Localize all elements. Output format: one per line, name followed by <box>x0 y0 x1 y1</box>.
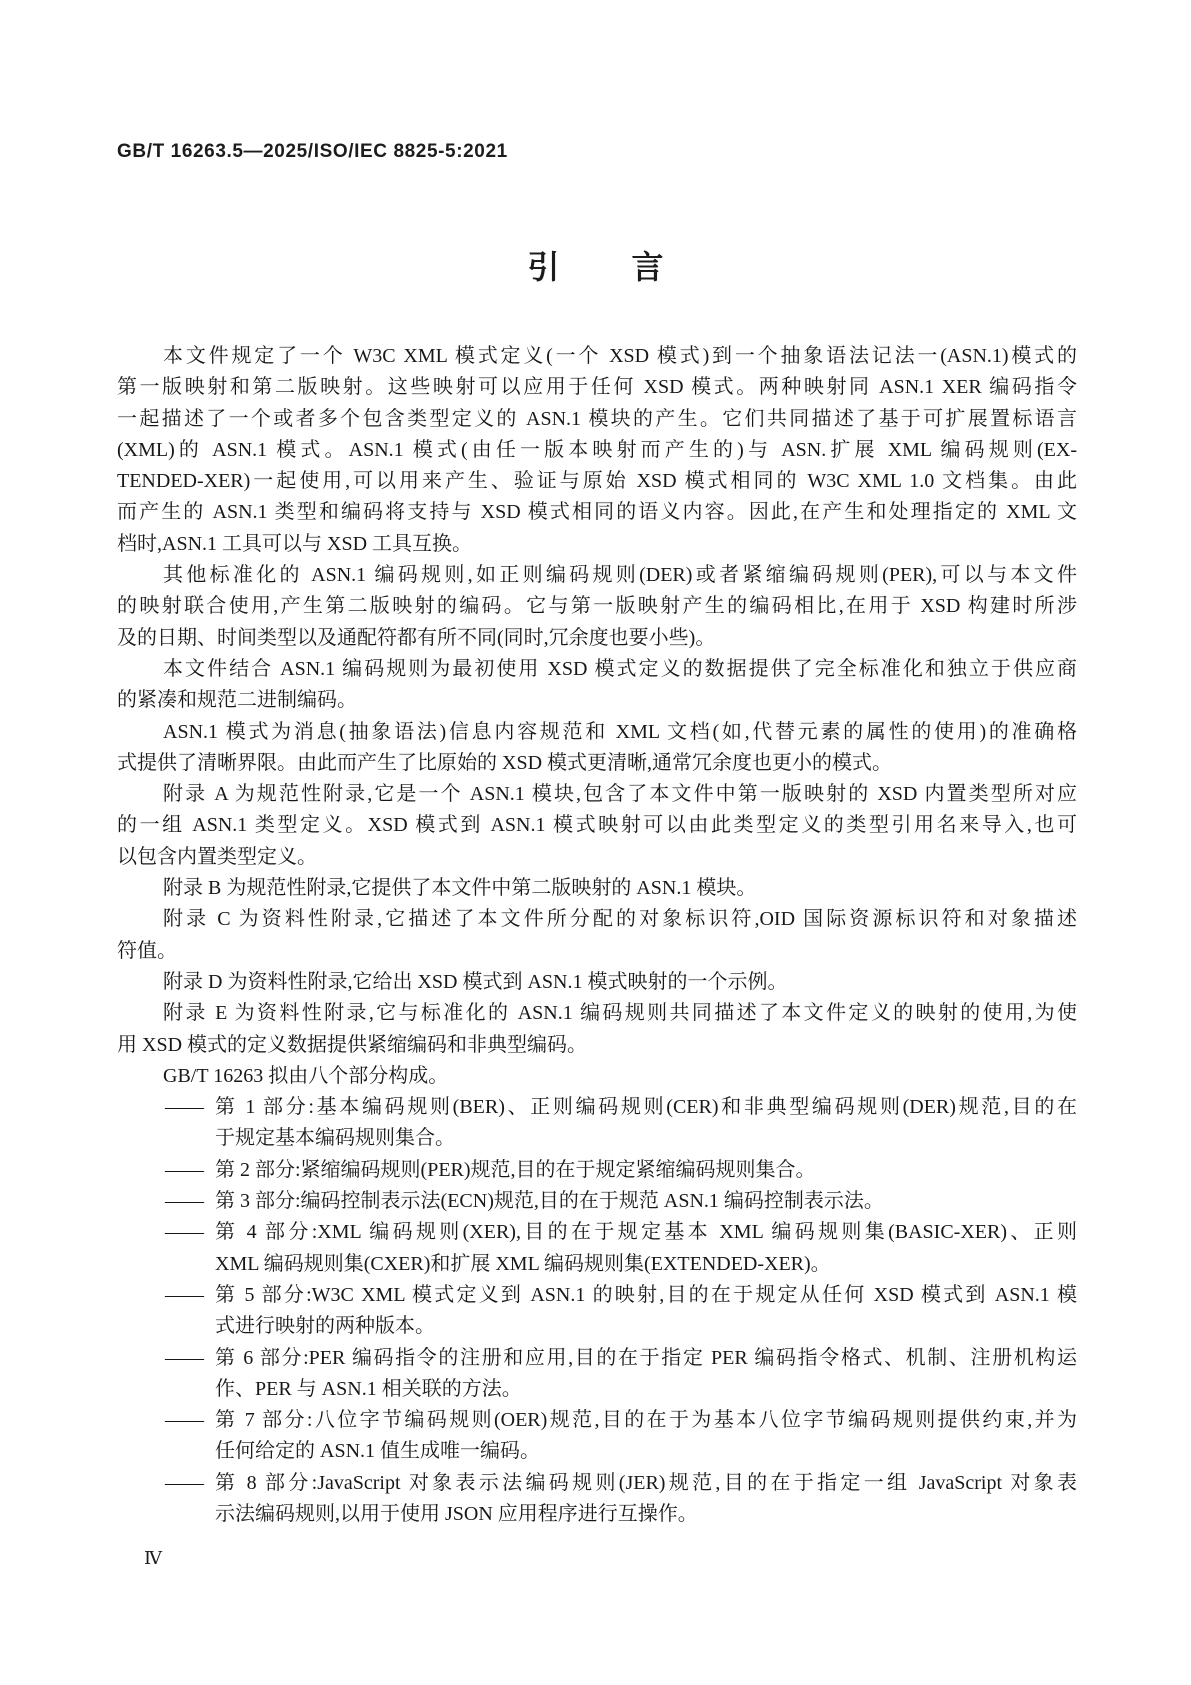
paragraph <box>117 717 1077 780</box>
list-item <box>117 1343 1077 1406</box>
text-line: 本文件结合 ASN.1 编码规则为最初使用 XSD 模式定义的数据提供了完全标准化和独立于供应商 <box>163 657 1077 680</box>
list-dash: —— <box>165 1096 203 1119</box>
text-line: 档时,ASN.1 工具可以与 XSD 工具互换。 <box>117 532 473 555</box>
list-dash: —— <box>165 1283 203 1306</box>
text-line: 的映射联合使用,产生第二版映射的编码。它与第一版映射产生的编码相比,在用于 XSD 构建时所涉 <box>117 595 1077 618</box>
paragraph <box>117 998 1077 1061</box>
text-line: 附录 C 为资料性附录,它描述了本文件所分配的对象标识符,OID 国际资源标识符和对象描述 <box>163 908 1077 931</box>
page-title: 引言 <box>527 249 736 285</box>
text-line: XML 编码规则集(CXER)和扩展 XML 编码规则集(EXTENDED-XER)。 <box>215 1252 831 1275</box>
text-line: 于规定基本编码规则集合。 <box>215 1127 455 1150</box>
text-line: TENDED-XER)一起使用,可以用来产生、验证与原始 XSD 模式相同的 W3C XML 1.0 文档集。由此 <box>117 470 1077 493</box>
text-line: 本文件规定了一个 W3C XML 模式定义(一个 XSD 模式)到一个抽象语法记法一(ASN.1)模式的 <box>163 345 1077 367</box>
paragraph <box>117 341 1077 560</box>
text-line: 作、PER 与 ASN.1 相关联的方法。 <box>215 1377 522 1400</box>
list-dash: —— <box>165 1346 203 1369</box>
list-dash: —— <box>165 1190 203 1213</box>
paragraph <box>117 654 1077 717</box>
text-line: —— 第 7 部分:八位字节编码规则(OER)规范,目的在于为基本八位字节编码规则提供约束,并为 <box>117 1405 1077 1436</box>
text-line: 而产生的 ASN.1 类型和编码将支持与 XSD 模式相同的语义内容。因此,在产生和处理指定的 XML 文 <box>117 501 1077 524</box>
text-line: 及的日期、时间类型以及通配符都有所不同(同时,冗余度也要小些)。 <box>117 626 716 649</box>
list-item <box>117 1186 1077 1217</box>
text-line: 第一版映射和第二版映射。这些映射可以应用于任何 XSD 模式。两种映射同 ASN.1 XER 编码指令 <box>117 376 1077 399</box>
text-line: 附录 D 为资料性附录,它给出 XSD 模式到 ASN.1 模式映射的一个示例。 <box>163 970 788 993</box>
text-line: —— 第 1 部分:基本编码规则(BER)、正则编码规则(CER)和非典型编码规则(DER)规范,目的在 <box>117 1092 1077 1123</box>
text-line: 任何给定的 ASN.1 值生成唯一编码。 <box>215 1440 541 1463</box>
text-line: 的一组 ASN.1 类型定义。XSD 模式到 ASN.1 模式映射可以由此类型定义的类型引用名来导入,也可 <box>117 814 1077 837</box>
list-dash: —— <box>165 1409 203 1432</box>
introduction-body <box>117 341 1077 1530</box>
text-line: 示法编码规则,以用于使用 JSON 应用程序进行互操作。 <box>215 1502 698 1525</box>
list-item <box>117 1155 1077 1186</box>
text-line: 用 XSD 模式的定义数据提供紧缩编码和非典型编码。 <box>117 1033 588 1056</box>
text-line: 的紧凑和规范二进制编码。 <box>117 689 357 712</box>
list-dash: —— <box>165 1221 203 1244</box>
text-line: —— 第 2 部分:紧缩编码规则(PER)规范,目的在于规定紧缩编码规则集合。 <box>117 1155 1077 1186</box>
text-line: 式提供了清晰界限。由此而产生了比原始的 XSD 模式更清晰,通常冗余度也更小的模式。 <box>117 751 893 774</box>
text-line: —— 第 6 部分:PER 编码指令的注册和应用,目的在于指定 PER 编码指令格式、机制、注册机构运 <box>117 1343 1077 1374</box>
list-item <box>117 1468 1077 1531</box>
text-line: —— 第 5 部分:W3C XML 模式定义到 ASN.1 的映射,目的在于规定从任何 XSD 模式到 ASN.1 模 <box>117 1280 1077 1311</box>
text-line: ASN.1 模式为消息(抽象语法)信息内容规范和 XML 文档(如,代替元素的属性的使用)的准确格 <box>163 720 1077 743</box>
text-line: 附录 B 为规范性附录,它提供了本文件中第二版映射的 ASN.1 模块。 <box>163 877 757 900</box>
text-line: 符值。 <box>117 939 177 962</box>
text-line: 其他标准化的 ASN.1 编码规则,如正则编码规则(DER)或者紧缩编码规则(PER),可以与本文件 <box>163 564 1077 587</box>
text-line: —— 第 3 部分:编码控制表示法(ECN)规范,目的在于规范 ASN.1 编码控制表示法。 <box>117 1186 1077 1217</box>
text-line: GB/T 16263 拟由八个部分构成。 <box>163 1064 449 1087</box>
list-item <box>117 1280 1077 1343</box>
text-line: 式进行映射的两种版本。 <box>215 1315 435 1338</box>
paragraph <box>117 967 1077 998</box>
text-line: 一起描述了一个或者多个包含类型定义的 ASN.1 模块的产生。它们共同描述了基于可扩展置标语言 <box>117 407 1077 430</box>
document-code: GB/T 16263.5—2025/ISO/IEC 8825-5:2021 <box>117 141 508 162</box>
text-line: (XML)的 ASN.1 模式。ASN.1 模式(由任一版本映射而产生的)与 ASN.扩展 XML 编码规则(EX- <box>117 438 1077 461</box>
list-dash: —— <box>165 1158 203 1181</box>
text-line: 附录 A 为规范性附录,它是一个 ASN.1 模块,包含了本文件中第一版映射的 XSD 内置类型所对应 <box>163 783 1077 806</box>
text-line: —— 第 8 部分:JavaScript 对象表示法编码规则(JER)规范,目的在于指定一组 JavaScript 对象表 <box>117 1468 1077 1499</box>
text-line: 附录 E 为资料性附录,它与标准化的 ASN.1 编码规则共同描述了本文件定义的映射的使用,为使 <box>163 1002 1077 1025</box>
text-line: —— 第 4 部分:XML 编码规则(XER),目的在于规定基本 XML 编码规则集(BASIC-XER)、正则 <box>117 1217 1077 1248</box>
list-item <box>117 1217 1077 1280</box>
page-number: Ⅳ <box>144 1548 162 1568</box>
text-line: 以包含内置类型定义。 <box>117 845 317 868</box>
list-item <box>117 1405 1077 1468</box>
paragraph <box>117 779 1077 873</box>
paragraph <box>117 904 1077 967</box>
paragraph <box>117 1061 1077 1092</box>
paragraph <box>117 560 1077 654</box>
list-dash: —— <box>165 1471 203 1494</box>
paragraph <box>117 873 1077 904</box>
list-item <box>117 1092 1077 1155</box>
